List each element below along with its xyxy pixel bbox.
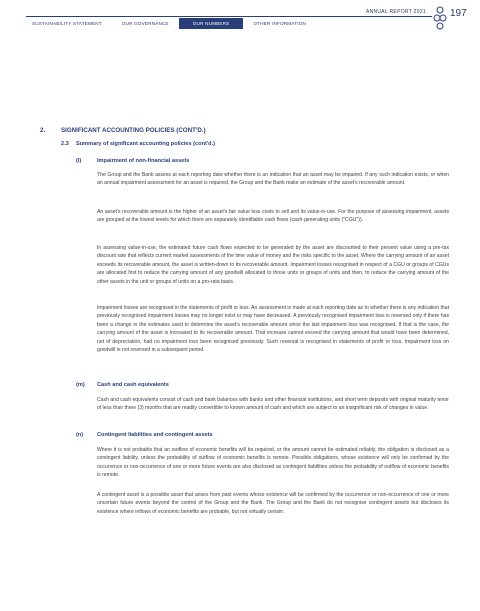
- page-number: 197: [450, 8, 467, 19]
- item-heading-impairment: [76, 158, 189, 164]
- paragraph: Cash and cash equivalents consist of cash and bank balances with banks and other financial institutions, and short term deposits with original maturity tenor of less than three (3) months that are readily convertible to known amount of cash and which are subject to an insignificant risk of changes in value.: [97, 397, 449, 412]
- nav-our-numbers[interactable]: OUR NUMBERS: [179, 18, 244, 29]
- item-heading-cash: [76, 382, 169, 388]
- item-title: Impairment of non-financial assets: [97, 158, 190, 164]
- subsection-title: Summary of significant accounting policies (cont'd.): [76, 141, 216, 147]
- section-title: SIGNIFICANT ACCOUNTING POLICIES (CONT'D.): [61, 127, 206, 134]
- subsection-heading: [61, 141, 215, 147]
- paragraph: A contingent asset is a possible asset that arises from past events whose existence will be confirmed by the occurrence or non-occurrence of one or more uncertain future events beyond the control of the Group and the Bank. The Group and the Bank do not recognise contingent assets but discloses its existence where inflows of economic benefits are probable, but not virtually certain.: [97, 492, 449, 515]
- subsection-number: 2.3: [61, 141, 69, 147]
- paragraph: The Group and the Bank assess at each reporting date whether there is an indication that an asset may be impaired. If any such indication exists, or when an annual impairment assessment for an asset is required, the Group and the Bank make an estimate of the asset's recoverable amount.: [97, 172, 449, 187]
- bank-logo-icon: [433, 6, 447, 30]
- item-number: (n): [76, 432, 84, 438]
- nav-our-governance[interactable]: OUR GOVERNANCE: [121, 21, 169, 26]
- item-title: Contingent liabilities and contingent assets: [97, 432, 213, 438]
- section-heading: [40, 127, 206, 134]
- header-rule: [26, 16, 432, 17]
- item-heading-contingent: [76, 432, 213, 438]
- item-number: (l): [76, 158, 82, 164]
- report-label: ANNUAL REPORT 2021: [365, 9, 426, 15]
- paragraph: Where it is not probable that an outflow of economic benefits will be required, or the amount cannot be estimated reliably, the obligation is disclosed as a contingent liability, unless the probability of outflow of economic benefits is remote. Possible obligations, whose existence will only be confirmed by the occurrence or non-occurrence of one or more future events are also disclosed as contingent liabilities unless the probability of outflow of economic benefits is remote.: [97, 447, 449, 479]
- section-number: 2.: [40, 127, 46, 134]
- paragraph: An asset's recoverable amount is the higher of an asset's fair value less costs to sell and its value-in-use. For the purpose of assessing impairment, assets are grouped at the lowest levels for which there are separately identifiable cash flows (cash-generating units ("CGU")).: [97, 209, 449, 224]
- header-nav: [26, 18, 316, 29]
- page-header: [0, 0, 480, 40]
- paragraph: In assessing value-in-use, the estimated future cash flows expected to be generated by the asset are discounted to their present value using a pre-tax discount rate that reflects current market assessments of the time value of money and the risks specific to the asset. Where the carrying amount of an asset exceeds its recoverable amount, the asset is written-down to its recoverable amount. Impairment losses recognised in respect of a CGU or groups of CGUs are allocated first to reduce the carrying amount of any goodwill allocated to those units or groups of units and then, to reduce the carrying amount of the other assets in the unit or groups of units on a pro-rata basis.: [97, 245, 449, 285]
- item-title: Cash and cash equivalents: [97, 382, 169, 388]
- nav-sustainability-statement[interactable]: SUSTAINABILITY STATEMENT: [32, 21, 102, 26]
- item-number: (m): [76, 382, 85, 388]
- nav-other-information[interactable]: OTHER INFORMATION: [253, 21, 307, 26]
- paragraph: Impairment losses are recognised in the statements of profit or loss. An assessment is made at each reporting date as to whether there is any indication that previously recognised impairment losses may no longer exist or may have decreased. A previously recognised impairment loss is reversed only if there has been a change in the estimates used to determine the asset's recoverable amount since the last impairment loss was recognised. If that is the case, the carrying amount of the asset is increased to its recoverable amount. That increase cannot exceed the carrying amount that would have been determined, net of depreciation, had no impairment loss been recognised previously. Such reversal is recognised in statements of profit or loss. Impairment loss on goodwill is not reversed in a subsequent period.: [97, 305, 449, 354]
